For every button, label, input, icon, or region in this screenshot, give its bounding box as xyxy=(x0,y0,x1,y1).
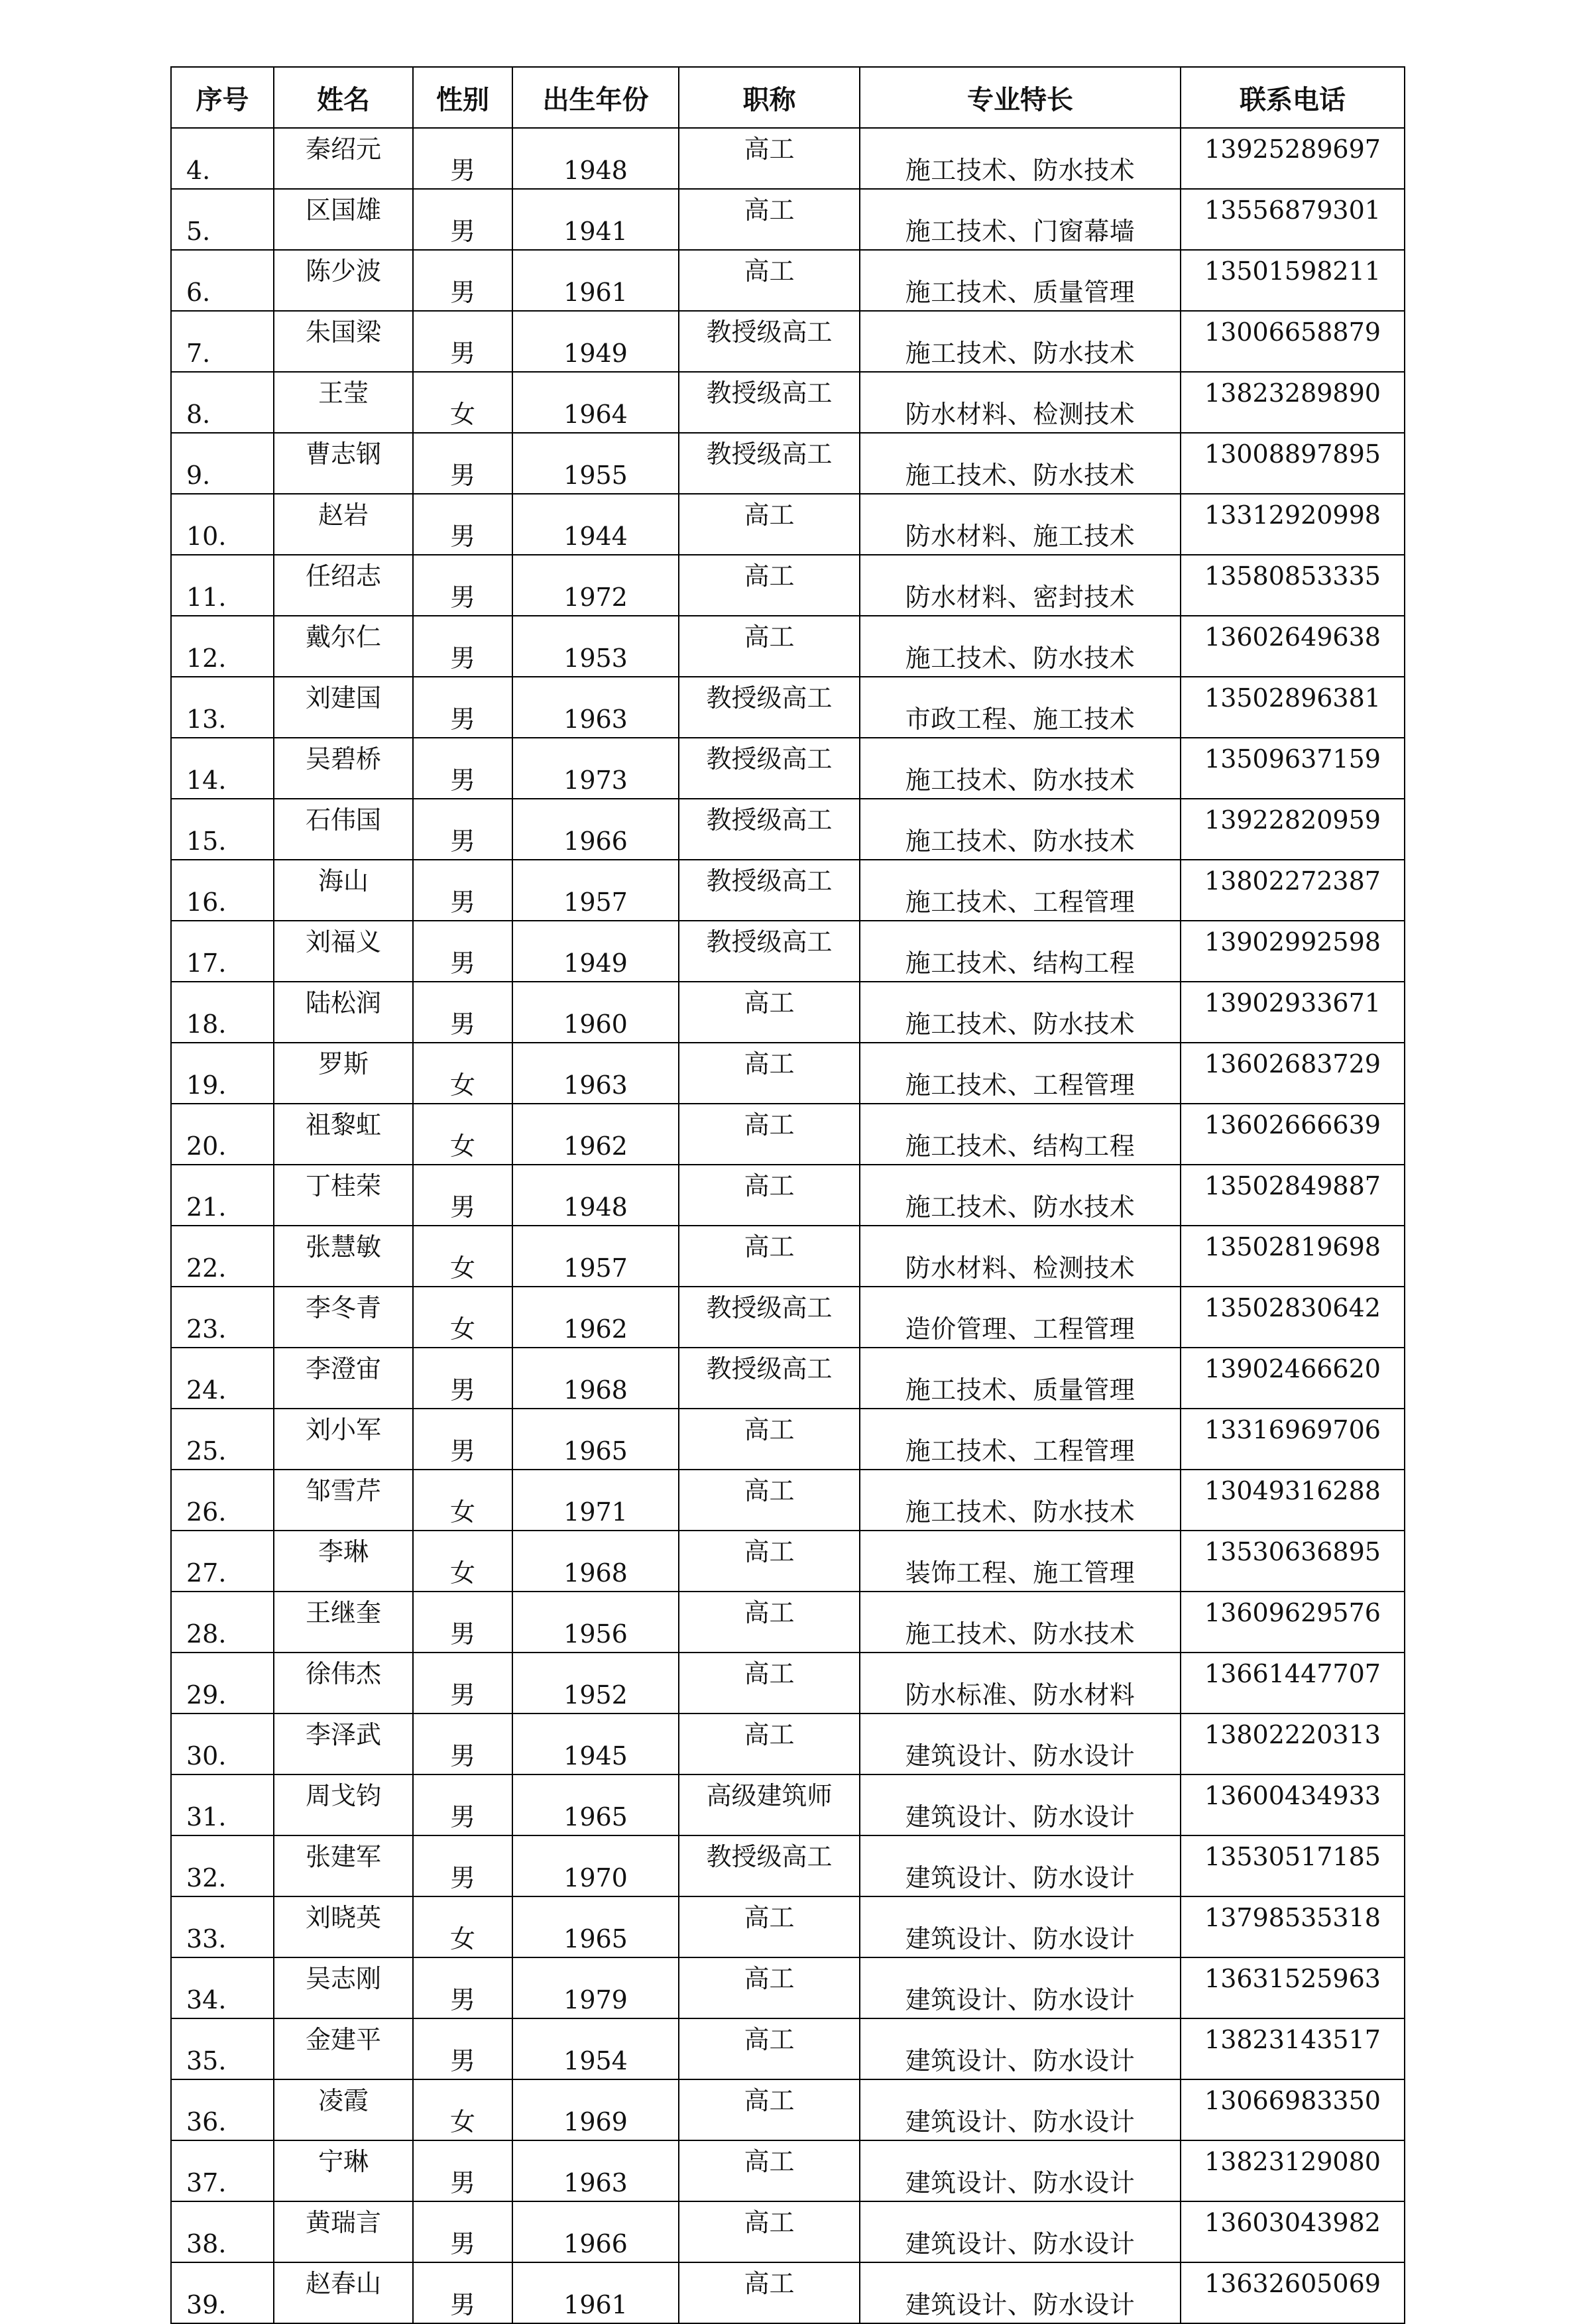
cell-gender: 男 xyxy=(413,860,512,921)
cell-specialty: 建筑设计、防水设计 xyxy=(860,2079,1181,2140)
cell-index: 25. xyxy=(171,1409,274,1470)
cell-gender: 男 xyxy=(413,250,512,311)
cell-phone: 13006658879 xyxy=(1181,311,1405,372)
cell-title: 教授级高工 xyxy=(679,1348,860,1409)
cell-name: 李冬青 xyxy=(274,1287,413,1348)
cell-title: 高工 xyxy=(679,2018,860,2079)
cell-index: 21. xyxy=(171,1165,274,1226)
cell-index: 4. xyxy=(171,128,274,189)
cell-specialty: 施工技术、防水技术 xyxy=(860,1592,1181,1653)
cell-phone: 13823289890 xyxy=(1181,372,1405,433)
cell-index: 32. xyxy=(171,1835,274,1896)
cell-phone: 13502830642 xyxy=(1181,1287,1405,1348)
cell-name: 吴碧桥 xyxy=(274,738,413,799)
header-row xyxy=(171,67,1405,128)
cell-birth-year: 1944 xyxy=(512,494,679,555)
cell-birth-year: 1941 xyxy=(512,189,679,250)
cell-title: 教授级高工 xyxy=(679,860,860,921)
cell-phone: 13530517185 xyxy=(1181,1835,1405,1896)
cell-specialty: 建筑设计、防水设计 xyxy=(860,1714,1181,1774)
expert-roster-table xyxy=(170,66,1405,2324)
cell-specialty: 建筑设计、防水设计 xyxy=(860,1957,1181,2018)
cell-phone: 13316969706 xyxy=(1181,1409,1405,1470)
table-row xyxy=(171,1835,1405,1896)
cell-index: 35. xyxy=(171,2018,274,2079)
cell-specialty: 施工技术、防水技术 xyxy=(860,128,1181,189)
cell-phone: 13502896381 xyxy=(1181,677,1405,738)
cell-phone: 13603043982 xyxy=(1181,2201,1405,2262)
cell-phone: 13609629576 xyxy=(1181,1592,1405,1653)
cell-phone: 13823129080 xyxy=(1181,2140,1405,2201)
cell-phone: 13802220313 xyxy=(1181,1714,1405,1774)
cell-name: 刘建国 xyxy=(274,677,413,738)
cell-birth-year: 1961 xyxy=(512,2262,679,2323)
header-index: 序号 xyxy=(171,67,274,128)
cell-title: 教授级高工 xyxy=(679,372,860,433)
cell-index: 5. xyxy=(171,189,274,250)
cell-birth-year: 1945 xyxy=(512,1714,679,1774)
cell-name: 王莹 xyxy=(274,372,413,433)
cell-index: 13. xyxy=(171,677,274,738)
cell-phone: 13066983350 xyxy=(1181,2079,1405,2140)
cell-index: 27. xyxy=(171,1531,274,1592)
cell-specialty: 装饰工程、施工管理 xyxy=(860,1531,1181,1592)
cell-specialty: 防水材料、密封技术 xyxy=(860,555,1181,616)
cell-birth-year: 1949 xyxy=(512,921,679,982)
cell-name: 罗斯 xyxy=(274,1043,413,1104)
header-birth-year: 出生年份 xyxy=(512,67,679,128)
cell-title: 教授级高工 xyxy=(679,921,860,982)
cell-specialty: 建筑设计、防水设计 xyxy=(860,2018,1181,2079)
cell-name: 刘福义 xyxy=(274,921,413,982)
cell-specialty: 建筑设计、防水设计 xyxy=(860,2140,1181,2201)
header-specialty: 专业特长 xyxy=(860,67,1181,128)
cell-index: 10. xyxy=(171,494,274,555)
cell-title: 高工 xyxy=(679,1226,860,1287)
table-row xyxy=(171,189,1405,250)
cell-birth-year: 1963 xyxy=(512,677,679,738)
cell-name: 张慧敏 xyxy=(274,1226,413,1287)
cell-gender: 男 xyxy=(413,1835,512,1896)
cell-phone: 13661447707 xyxy=(1181,1653,1405,1714)
cell-gender: 男 xyxy=(413,311,512,372)
cell-specialty: 市政工程、施工技术 xyxy=(860,677,1181,738)
table-row xyxy=(171,2140,1405,2201)
table-row xyxy=(171,982,1405,1043)
cell-title: 高工 xyxy=(679,1531,860,1592)
cell-gender: 女 xyxy=(413,1043,512,1104)
cell-gender: 男 xyxy=(413,738,512,799)
table-row xyxy=(171,2079,1405,2140)
cell-index: 38. xyxy=(171,2201,274,2262)
table-row xyxy=(171,1409,1405,1470)
cell-specialty: 防水材料、施工技术 xyxy=(860,494,1181,555)
cell-title: 高级建筑师 xyxy=(679,1774,860,1835)
cell-title: 高工 xyxy=(679,555,860,616)
cell-title: 教授级高工 xyxy=(679,433,860,494)
cell-index: 15. xyxy=(171,799,274,860)
cell-gender: 男 xyxy=(413,616,512,677)
table-row xyxy=(171,372,1405,433)
cell-name: 祖黎虹 xyxy=(274,1104,413,1165)
cell-gender: 男 xyxy=(413,799,512,860)
cell-title: 教授级高工 xyxy=(679,799,860,860)
table-row xyxy=(171,433,1405,494)
cell-title: 高工 xyxy=(679,1592,860,1653)
cell-gender: 男 xyxy=(413,555,512,616)
cell-phone: 13602683729 xyxy=(1181,1043,1405,1104)
cell-phone: 13580853335 xyxy=(1181,555,1405,616)
cell-name: 石伟国 xyxy=(274,799,413,860)
cell-name: 凌霞 xyxy=(274,2079,413,2140)
cell-name: 丁桂荣 xyxy=(274,1165,413,1226)
cell-birth-year: 1965 xyxy=(512,1774,679,1835)
cell-specialty: 建筑设计、防水设计 xyxy=(860,1896,1181,1957)
cell-gender: 男 xyxy=(413,1165,512,1226)
cell-specialty: 施工技术、工程管理 xyxy=(860,1043,1181,1104)
cell-index: 16. xyxy=(171,860,274,921)
table-row xyxy=(171,738,1405,799)
table-row xyxy=(171,1104,1405,1165)
cell-gender: 男 xyxy=(413,1348,512,1409)
cell-gender: 男 xyxy=(413,494,512,555)
table-row xyxy=(171,1653,1405,1714)
cell-phone: 13823143517 xyxy=(1181,2018,1405,2079)
cell-specialty: 施工技术、工程管理 xyxy=(860,1409,1181,1470)
cell-phone: 13600434933 xyxy=(1181,1774,1405,1835)
cell-phone: 13802272387 xyxy=(1181,860,1405,921)
cell-index: 23. xyxy=(171,1287,274,1348)
cell-index: 36. xyxy=(171,2079,274,2140)
cell-birth-year: 1966 xyxy=(512,799,679,860)
cell-title: 教授级高工 xyxy=(679,1835,860,1896)
cell-gender: 男 xyxy=(413,1774,512,1835)
cell-phone: 13925289697 xyxy=(1181,128,1405,189)
cell-specialty: 建筑设计、防水设计 xyxy=(860,2262,1181,2323)
cell-index: 11. xyxy=(171,555,274,616)
cell-name: 区国雄 xyxy=(274,189,413,250)
cell-index: 29. xyxy=(171,1653,274,1714)
cell-index: 37. xyxy=(171,2140,274,2201)
cell-name: 徐伟杰 xyxy=(274,1653,413,1714)
cell-title: 高工 xyxy=(679,1165,860,1226)
cell-phone: 13509637159 xyxy=(1181,738,1405,799)
cell-gender: 女 xyxy=(413,1470,512,1531)
cell-title: 高工 xyxy=(679,1104,860,1165)
cell-title: 教授级高工 xyxy=(679,1287,860,1348)
cell-title: 高工 xyxy=(679,189,860,250)
cell-specialty: 防水标准、防水材料 xyxy=(860,1653,1181,1714)
table-header xyxy=(171,67,1405,128)
cell-phone: 13502849887 xyxy=(1181,1165,1405,1226)
header-name: 姓名 xyxy=(274,67,413,128)
cell-phone: 13922820959 xyxy=(1181,799,1405,860)
cell-name: 金建平 xyxy=(274,2018,413,2079)
cell-birth-year: 1970 xyxy=(512,1835,679,1896)
cell-index: 30. xyxy=(171,1714,274,1774)
cell-title: 高工 xyxy=(679,1653,860,1714)
cell-birth-year: 1963 xyxy=(512,2140,679,2201)
cell-name: 邹雪芹 xyxy=(274,1470,413,1531)
cell-phone: 13049316288 xyxy=(1181,1470,1405,1531)
table-row xyxy=(171,860,1405,921)
cell-specialty: 施工技术、质量管理 xyxy=(860,1348,1181,1409)
cell-title: 高工 xyxy=(679,494,860,555)
table-row xyxy=(171,1957,1405,2018)
cell-gender: 男 xyxy=(413,1653,512,1714)
cell-index: 7. xyxy=(171,311,274,372)
cell-birth-year: 1968 xyxy=(512,1348,679,1409)
cell-birth-year: 1969 xyxy=(512,2079,679,2140)
cell-title: 高工 xyxy=(679,1957,860,2018)
cell-gender: 男 xyxy=(413,677,512,738)
cell-phone: 13556879301 xyxy=(1181,189,1405,250)
table-row xyxy=(171,1896,1405,1957)
cell-gender: 女 xyxy=(413,372,512,433)
cell-birth-year: 1949 xyxy=(512,311,679,372)
cell-gender: 男 xyxy=(413,433,512,494)
cell-name: 刘晓英 xyxy=(274,1896,413,1957)
table-row xyxy=(171,1714,1405,1774)
cell-gender: 女 xyxy=(413,2079,512,2140)
cell-title: 教授级高工 xyxy=(679,311,860,372)
cell-gender: 男 xyxy=(413,2018,512,2079)
cell-phone: 13008897895 xyxy=(1181,433,1405,494)
cell-birth-year: 1965 xyxy=(512,1896,679,1957)
cell-gender: 男 xyxy=(413,1409,512,1470)
cell-title: 高工 xyxy=(679,1043,860,1104)
cell-index: 14. xyxy=(171,738,274,799)
cell-gender: 女 xyxy=(413,1287,512,1348)
cell-phone: 13602666639 xyxy=(1181,1104,1405,1165)
cell-index: 22. xyxy=(171,1226,274,1287)
cell-index: 17. xyxy=(171,921,274,982)
cell-birth-year: 1973 xyxy=(512,738,679,799)
cell-index: 24. xyxy=(171,1348,274,1409)
cell-gender: 男 xyxy=(413,921,512,982)
cell-phone: 13530636895 xyxy=(1181,1531,1405,1592)
cell-specialty: 施工技术、防水技术 xyxy=(860,1165,1181,1226)
cell-phone: 13902466620 xyxy=(1181,1348,1405,1409)
cell-name: 李泽武 xyxy=(274,1714,413,1774)
cell-title: 高工 xyxy=(679,128,860,189)
cell-name: 周戈钧 xyxy=(274,1774,413,1835)
table-row xyxy=(171,1470,1405,1531)
table-row xyxy=(171,799,1405,860)
cell-birth-year: 1962 xyxy=(512,1287,679,1348)
table-row xyxy=(171,1531,1405,1592)
cell-specialty: 建筑设计、防水设计 xyxy=(860,1835,1181,1896)
cell-birth-year: 1968 xyxy=(512,1531,679,1592)
cell-name: 宁琳 xyxy=(274,2140,413,2201)
table-row xyxy=(171,250,1405,311)
cell-specialty: 施工技术、结构工程 xyxy=(860,921,1181,982)
table-row xyxy=(171,1774,1405,1835)
cell-gender: 女 xyxy=(413,1896,512,1957)
cell-title: 高工 xyxy=(679,1714,860,1774)
cell-phone: 13798535318 xyxy=(1181,1896,1405,1957)
cell-name: 任绍志 xyxy=(274,555,413,616)
cell-gender: 女 xyxy=(413,1531,512,1592)
cell-birth-year: 1965 xyxy=(512,1409,679,1470)
cell-phone: 13902933671 xyxy=(1181,982,1405,1043)
cell-gender: 男 xyxy=(413,1957,512,2018)
cell-birth-year: 1966 xyxy=(512,2201,679,2262)
cell-phone: 13501598211 xyxy=(1181,250,1405,311)
cell-specialty: 施工技术、防水技术 xyxy=(860,982,1181,1043)
cell-specialty: 施工技术、防水技术 xyxy=(860,799,1181,860)
cell-specialty: 造价管理、工程管理 xyxy=(860,1287,1181,1348)
cell-gender: 男 xyxy=(413,1714,512,1774)
cell-index: 34. xyxy=(171,1957,274,2018)
cell-index: 12. xyxy=(171,616,274,677)
cell-index: 19. xyxy=(171,1043,274,1104)
cell-title: 高工 xyxy=(679,250,860,311)
cell-title: 高工 xyxy=(679,2262,860,2323)
cell-phone: 13631525963 xyxy=(1181,1957,1405,2018)
cell-birth-year: 1962 xyxy=(512,1104,679,1165)
table-row xyxy=(171,494,1405,555)
cell-birth-year: 1954 xyxy=(512,2018,679,2079)
cell-birth-year: 1948 xyxy=(512,128,679,189)
cell-name: 黄瑞言 xyxy=(274,2201,413,2262)
cell-gender: 女 xyxy=(413,1104,512,1165)
cell-title: 高工 xyxy=(679,1470,860,1531)
header-title: 职称 xyxy=(679,67,860,128)
cell-name: 赵春山 xyxy=(274,2262,413,2323)
cell-birth-year: 1971 xyxy=(512,1470,679,1531)
cell-specialty: 施工技术、门窗幕墙 xyxy=(860,189,1181,250)
table-row xyxy=(171,1592,1405,1653)
cell-name: 刘小军 xyxy=(274,1409,413,1470)
cell-specialty: 建筑设计、防水设计 xyxy=(860,2201,1181,2262)
table-row xyxy=(171,1165,1405,1226)
table-row xyxy=(171,921,1405,982)
cell-index: 9. xyxy=(171,433,274,494)
cell-name: 王继奎 xyxy=(274,1592,413,1653)
table-row xyxy=(171,2201,1405,2262)
cell-name: 秦绍元 xyxy=(274,128,413,189)
cell-name: 戴尔仁 xyxy=(274,616,413,677)
table-row xyxy=(171,128,1405,189)
cell-birth-year: 1957 xyxy=(512,860,679,921)
cell-name: 朱国梁 xyxy=(274,311,413,372)
cell-specialty: 施工技术、防水技术 xyxy=(860,433,1181,494)
cell-specialty: 施工技术、防水技术 xyxy=(860,1470,1181,1531)
cell-name: 海山 xyxy=(274,860,413,921)
cell-gender: 男 xyxy=(413,2262,512,2323)
cell-index: 20. xyxy=(171,1104,274,1165)
cell-title: 高工 xyxy=(679,2140,860,2201)
table-row xyxy=(171,1287,1405,1348)
cell-index: 28. xyxy=(171,1592,274,1653)
cell-index: 33. xyxy=(171,1896,274,1957)
cell-specialty: 施工技术、防水技术 xyxy=(860,616,1181,677)
cell-birth-year: 1972 xyxy=(512,555,679,616)
cell-specialty: 施工技术、结构工程 xyxy=(860,1104,1181,1165)
cell-index: 26. xyxy=(171,1470,274,1531)
cell-title: 高工 xyxy=(679,982,860,1043)
cell-name: 吴志刚 xyxy=(274,1957,413,2018)
cell-birth-year: 1957 xyxy=(512,1226,679,1287)
cell-gender: 男 xyxy=(413,1592,512,1653)
cell-gender: 男 xyxy=(413,982,512,1043)
cell-phone: 13902992598 xyxy=(1181,921,1405,982)
cell-birth-year: 1963 xyxy=(512,1043,679,1104)
cell-name: 陈少波 xyxy=(274,250,413,311)
cell-specialty: 施工技术、质量管理 xyxy=(860,250,1181,311)
table-row xyxy=(171,616,1405,677)
table-row xyxy=(171,311,1405,372)
cell-name: 曹志钢 xyxy=(274,433,413,494)
cell-gender: 女 xyxy=(413,1226,512,1287)
cell-title: 高工 xyxy=(679,2201,860,2262)
cell-specialty: 施工技术、防水技术 xyxy=(860,311,1181,372)
cell-specialty: 防水材料、检测技术 xyxy=(860,372,1181,433)
cell-birth-year: 1953 xyxy=(512,616,679,677)
table-row xyxy=(171,1226,1405,1287)
table-row xyxy=(171,2018,1405,2079)
cell-index: 18. xyxy=(171,982,274,1043)
cell-title: 教授级高工 xyxy=(679,738,860,799)
cell-birth-year: 1964 xyxy=(512,372,679,433)
table-row xyxy=(171,1348,1405,1409)
cell-title: 高工 xyxy=(679,2079,860,2140)
cell-phone: 13632605069 xyxy=(1181,2262,1405,2323)
table-row xyxy=(171,2262,1405,2323)
table-row xyxy=(171,1043,1405,1104)
table-row xyxy=(171,677,1405,738)
cell-birth-year: 1952 xyxy=(512,1653,679,1714)
cell-gender: 男 xyxy=(413,128,512,189)
header-gender: 性别 xyxy=(413,67,512,128)
cell-name: 陆松润 xyxy=(274,982,413,1043)
cell-phone: 13502819698 xyxy=(1181,1226,1405,1287)
cell-specialty: 建筑设计、防水设计 xyxy=(860,1774,1181,1835)
cell-birth-year: 1955 xyxy=(512,433,679,494)
cell-phone: 13602649638 xyxy=(1181,616,1405,677)
cell-name: 李琳 xyxy=(274,1531,413,1592)
table-body xyxy=(171,128,1405,2323)
cell-name: 赵岩 xyxy=(274,494,413,555)
cell-birth-year: 1961 xyxy=(512,250,679,311)
cell-birth-year: 1960 xyxy=(512,982,679,1043)
cell-index: 8. xyxy=(171,372,274,433)
cell-birth-year: 1979 xyxy=(512,1957,679,2018)
cell-name: 李澄宙 xyxy=(274,1348,413,1409)
cell-birth-year: 1948 xyxy=(512,1165,679,1226)
cell-gender: 男 xyxy=(413,2140,512,2201)
cell-specialty: 防水材料、检测技术 xyxy=(860,1226,1181,1287)
cell-title: 高工 xyxy=(679,616,860,677)
cell-title: 教授级高工 xyxy=(679,677,860,738)
cell-title: 高工 xyxy=(679,1896,860,1957)
cell-title: 高工 xyxy=(679,1409,860,1470)
header-phone: 联系电话 xyxy=(1181,67,1405,128)
cell-phone: 13312920998 xyxy=(1181,494,1405,555)
cell-index: 31. xyxy=(171,1774,274,1835)
cell-gender: 男 xyxy=(413,189,512,250)
cell-specialty: 施工技术、工程管理 xyxy=(860,860,1181,921)
cell-specialty: 施工技术、防水技术 xyxy=(860,738,1181,799)
table-row xyxy=(171,555,1405,616)
cell-index: 39. xyxy=(171,2262,274,2323)
cell-name: 张建军 xyxy=(274,1835,413,1896)
cell-birth-year: 1956 xyxy=(512,1592,679,1653)
cell-index: 6. xyxy=(171,250,274,311)
cell-gender: 男 xyxy=(413,2201,512,2262)
